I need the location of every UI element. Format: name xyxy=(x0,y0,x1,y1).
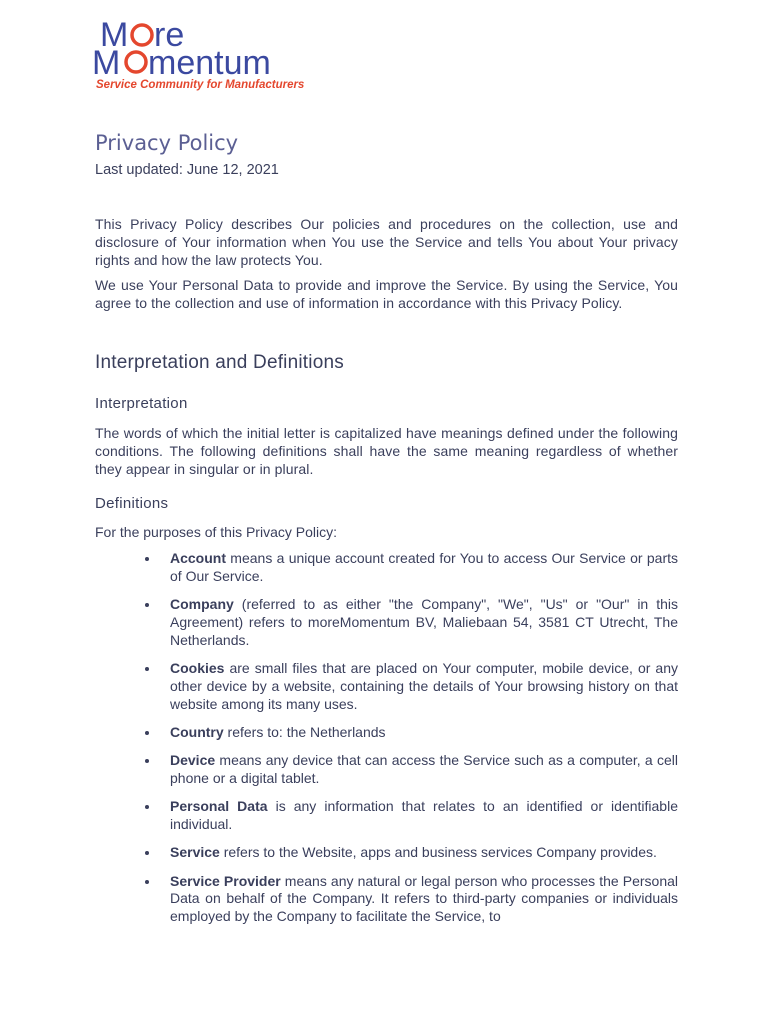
page-title: Privacy Policy xyxy=(95,131,239,155)
list-item xyxy=(145,660,678,713)
list-item xyxy=(145,798,678,834)
definition-term: Country xyxy=(170,723,224,740)
bullet-icon xyxy=(145,805,149,809)
definition-term: Service Provider xyxy=(170,872,281,889)
list-item xyxy=(145,724,678,742)
definitions-list xyxy=(145,550,678,937)
definition-text: means any device that can access the Service such as a computer, a cell phone or a digital tablet. xyxy=(170,752,678,786)
list-item xyxy=(145,873,678,926)
bullet-icon xyxy=(145,557,149,561)
definition-term: Service xyxy=(170,844,220,861)
definition-term: Cookies xyxy=(170,659,225,676)
bullet-icon xyxy=(145,667,149,671)
definition-term: Account xyxy=(170,550,226,566)
bullet-icon xyxy=(145,603,149,607)
logo-re: re xyxy=(154,18,185,54)
definition-text: refers to: the Netherlands xyxy=(223,723,386,740)
more-momentum-logo xyxy=(92,18,342,96)
intro-paragraph-2: We use Your Personal Data to provide and improve the Service. By using the Service, You agree to the collection and use of information in accordance with this Privacy Policy. xyxy=(95,277,678,311)
definition-text: means a unique account created for You to access Our Service or parts of Our Service. xyxy=(170,550,678,584)
definition-text: means any natural or legal person who processes the Personal Data on behalf of the Company. It refers to third-party companies or individuals employed by the Company to facilitate the Service, to xyxy=(170,872,679,925)
definition-term: Company xyxy=(170,596,234,613)
logo-ring-icon-2 xyxy=(126,52,146,72)
logo-tagline: Service Community for Manufacturers xyxy=(96,79,305,91)
logo-mentum: mentum xyxy=(148,44,271,82)
list-item xyxy=(145,550,678,586)
definition-text: (referred to as either "the Company", "We", "Us" or "Our" in this Agreement) refers to moreMomentum BV, Maliebaan 54, 3581 CT Utrecht, The Netherlands. xyxy=(170,596,678,648)
logo-ring-icon xyxy=(132,25,152,45)
last-updated: Last updated: June 12, 2021 xyxy=(95,162,279,178)
definitions-lead: For the purposes of this Privacy Policy: xyxy=(95,524,337,540)
definition-text: is any information that relates to an identified or identifiable individual. xyxy=(170,798,678,833)
bullet-icon xyxy=(145,759,149,763)
logo-m1: M xyxy=(100,18,129,54)
definition-term: Personal Data xyxy=(170,798,268,815)
definition-term: Device xyxy=(170,752,216,769)
logo-m2: M xyxy=(92,44,121,82)
definitions-heading: Definitions xyxy=(95,495,169,512)
definition-text: refers to the Website, apps and business services Company provides. xyxy=(219,844,657,861)
interpretation-text: The words of which the initial letter is capitalized have meanings defined under the following conditions. The following definitions shall have the same meaning regardless of whether they appear in singular or in plural. xyxy=(95,425,678,477)
bullet-icon xyxy=(145,880,149,884)
section-heading: Interpretation and Definitions xyxy=(95,352,344,373)
interpretation-heading: Interpretation xyxy=(95,395,188,412)
bullet-icon xyxy=(145,851,149,855)
intro-paragraph-1: This Privacy Policy describes Our policies and procedures on the collection, use and disclosure of Your information when You use the Service and tells You about Your privacy rights and how the law protects You. xyxy=(95,216,678,268)
definition-text: are small files that are placed on Your computer, mobile device, or any other device by a website, containing the details of Your browsing history on that website among its many uses. xyxy=(170,659,678,712)
list-item xyxy=(145,752,678,788)
list-item xyxy=(145,596,678,649)
bullet-icon xyxy=(145,731,149,735)
list-item xyxy=(145,844,678,862)
